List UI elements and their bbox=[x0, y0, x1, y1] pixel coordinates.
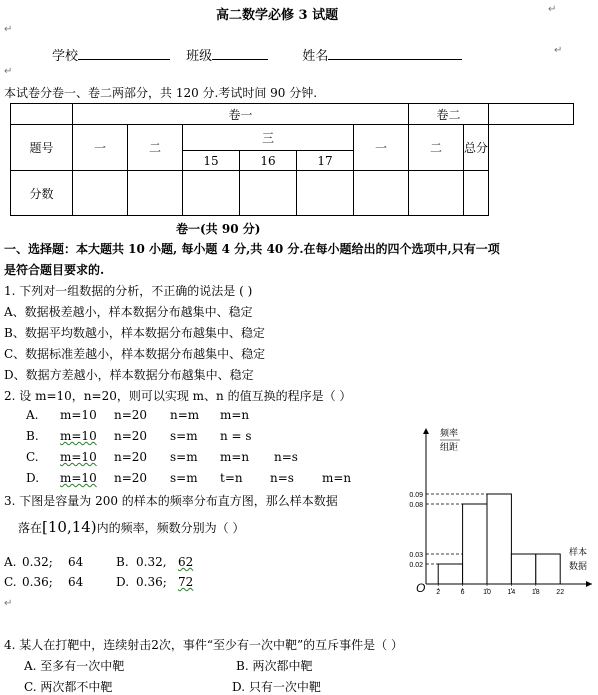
q1-option-b: B、数据平均数越小，样本数据分布越集中、稳定 bbox=[4, 326, 265, 340]
x-tick-label: 2 bbox=[436, 589, 441, 596]
q2-c-c: s=m bbox=[170, 450, 198, 464]
x-axis-arrow bbox=[586, 581, 592, 587]
fenshu-cell: 分数 bbox=[11, 171, 73, 216]
interval-expression: [10,14) bbox=[42, 518, 97, 536]
q2-a-c: n=m bbox=[170, 408, 200, 422]
q2-a-n: n=20 bbox=[114, 408, 148, 422]
score-input-cell[interactable] bbox=[354, 171, 409, 216]
q4-option-b: B. 两次都中靶 bbox=[236, 659, 313, 673]
origin-label: O bbox=[416, 581, 426, 595]
tihao-cell: 题号 bbox=[11, 125, 73, 171]
histogram-bar bbox=[511, 554, 535, 584]
q2-d-m: m=10 bbox=[60, 471, 97, 485]
q2-d-c: s=m bbox=[170, 471, 198, 485]
histogram-bar bbox=[463, 504, 487, 584]
q3-option-a: A. bbox=[4, 555, 17, 569]
y-tick-label: 0.02 bbox=[409, 562, 423, 569]
q2-c-n: n=20 bbox=[114, 450, 148, 464]
x-tick-label: 14 bbox=[507, 589, 516, 596]
q3-option-b: B. bbox=[116, 555, 129, 569]
paragraph-mark: ↵ bbox=[548, 4, 557, 15]
q2-a-d: m=n bbox=[220, 408, 250, 422]
q3-option-c: C. bbox=[4, 575, 17, 589]
q3-option-d: D. bbox=[116, 575, 130, 589]
y-tick-label: 0.08 bbox=[409, 502, 423, 509]
score-input-cell[interactable] bbox=[464, 171, 489, 216]
col-yi-cell: 一 bbox=[73, 125, 128, 171]
score-input-cell[interactable] bbox=[409, 171, 464, 216]
y-tick-label: 0.03 bbox=[409, 552, 423, 559]
q2-d-n: n=20 bbox=[114, 471, 148, 485]
name-field[interactable] bbox=[328, 48, 462, 60]
q3-a-freq: 0.32; bbox=[22, 555, 53, 569]
q2-option-c: C. bbox=[26, 450, 39, 464]
page-title: 高二数学必修 3 试题 bbox=[216, 8, 339, 23]
juan2-header-cell: 卷二 bbox=[409, 104, 489, 125]
x-axis-label-bottom: 数据 bbox=[569, 561, 588, 571]
q2-c-m: m=10 bbox=[60, 450, 97, 464]
q2-d-d: t=n bbox=[220, 471, 243, 485]
q2-stem: 2. 设 m=10，n=20，则可以实现 m、n 的值互换的程序是（ ） bbox=[4, 389, 352, 403]
sub-17-cell: 17 bbox=[297, 151, 354, 171]
histogram-bar bbox=[536, 554, 560, 584]
q2-b-d: n = s bbox=[220, 429, 252, 443]
col2-yi-cell: 一 bbox=[354, 125, 409, 171]
school-label: 学校 bbox=[52, 49, 79, 64]
class-label: 班级 bbox=[186, 49, 213, 64]
name-label: 姓名 bbox=[302, 49, 329, 64]
q2-option-b: B. bbox=[26, 429, 39, 443]
q2-a-m: m=10 bbox=[60, 408, 97, 422]
juan1-header-cell: 卷一 bbox=[73, 104, 409, 125]
y-axis-arrow bbox=[423, 428, 429, 434]
student-info bbox=[52, 45, 462, 64]
q3-stem: 3. 下图是容量为 200 的样本的频率分布直方图，那么样本数据 bbox=[4, 494, 338, 508]
x-axis-label-top: 样本 bbox=[569, 547, 588, 557]
y-axis-label-bottom: 组距 bbox=[440, 442, 459, 452]
q4-stem: 4. 某人在打靶中，连续射击2次，事件“至少有一次中靶”的互斥事件是（ ） bbox=[4, 638, 403, 652]
histogram-bar bbox=[438, 564, 462, 584]
paragraph-mark: ↵ bbox=[4, 24, 13, 35]
paragraph-mark: ↵ bbox=[554, 45, 563, 56]
score-input-cell[interactable] bbox=[297, 171, 354, 216]
q2-d-e: n=s bbox=[270, 471, 294, 485]
q3-d-freq: 0.36; bbox=[136, 575, 167, 589]
x-tick-label: 6 bbox=[460, 589, 465, 596]
q2-d-f: m=n bbox=[322, 471, 352, 485]
q2-option-d: D. bbox=[26, 471, 40, 485]
q3-d-count: 72 bbox=[178, 575, 194, 589]
q2-b-m: m=10 bbox=[60, 429, 97, 443]
q2-c-d: m=n bbox=[220, 450, 250, 464]
q3-c-count: 64 bbox=[68, 575, 84, 589]
paragraph-mark: ↵ bbox=[4, 66, 13, 77]
q2-option-a: A. bbox=[26, 408, 39, 422]
q2-b-c: s=m bbox=[170, 429, 198, 443]
score-input-cell[interactable] bbox=[183, 171, 240, 216]
q3-stem-line2: 落在[10,14)内的频率，频数分别为（ ） bbox=[18, 518, 245, 536]
q3-c-freq: 0.36; bbox=[22, 575, 53, 589]
y-axis-label-top: 频率 bbox=[440, 428, 459, 438]
sub-15-cell: 15 bbox=[183, 151, 240, 171]
q2-c-e: n=s bbox=[274, 450, 298, 464]
q2-b-n: n=20 bbox=[114, 429, 148, 443]
section1-line2: 是符合题目要求的. bbox=[4, 263, 105, 277]
y-tick-label: 0.09 bbox=[409, 492, 423, 499]
class-field[interactable] bbox=[212, 48, 268, 60]
score-input-cell[interactable] bbox=[73, 171, 128, 216]
col-er-cell: 二 bbox=[128, 125, 183, 171]
q4-option-a: A. 至多有一次中靶 bbox=[24, 659, 125, 673]
q1-option-c: C、数据标准差越小，样本数据分布越集中、稳定 bbox=[4, 347, 266, 361]
total-cell: 总分 bbox=[464, 125, 489, 171]
sub-16-cell: 16 bbox=[240, 151, 297, 171]
q3-b-count: 62 bbox=[178, 555, 194, 569]
score-input-cell[interactable] bbox=[128, 171, 183, 216]
paragraph-mark: ↵ bbox=[4, 598, 13, 609]
intro-text: 本试卷分卷一、卷二两部分，共 120 分.考试时间 90 分钟. bbox=[4, 86, 318, 100]
section1-line1: 一、选择题：本大题共 10 小题, 每小题 4 分,共 40 分.在每小题给出的四个选项中,只有一项 bbox=[4, 242, 500, 256]
score-input-cell[interactable] bbox=[240, 171, 297, 216]
col-san-cell: 三 bbox=[183, 125, 354, 151]
juan1-heading: 卷一(共 90 分) bbox=[176, 222, 261, 236]
q4-option-d: D. 只有一次中靶 bbox=[232, 680, 321, 694]
q4-option-c: C. 两次都不中靶 bbox=[24, 680, 113, 694]
q1-option-d: D、数据方差越小，样本数据分布越集中、稳定 bbox=[4, 368, 254, 382]
x-tick-label: 22 bbox=[556, 589, 565, 596]
histogram-bar bbox=[487, 494, 511, 584]
score-table bbox=[10, 103, 574, 216]
col2-er-cell: 二 bbox=[409, 125, 464, 171]
q3-a-count: 64 bbox=[68, 555, 84, 569]
x-tick-label: 10 bbox=[483, 589, 491, 596]
q1-option-a: A、数据极差越小，样本数据分布越集中、稳定 bbox=[4, 305, 253, 319]
school-field[interactable] bbox=[78, 48, 170, 60]
q1-stem: 1. 下列对一组数据的分析，不正确的说法是 ( ) bbox=[4, 284, 253, 298]
q3-b-freq: 0.32, bbox=[136, 555, 167, 569]
frequency-histogram bbox=[398, 424, 596, 608]
x-tick-label: 18 bbox=[531, 589, 540, 596]
